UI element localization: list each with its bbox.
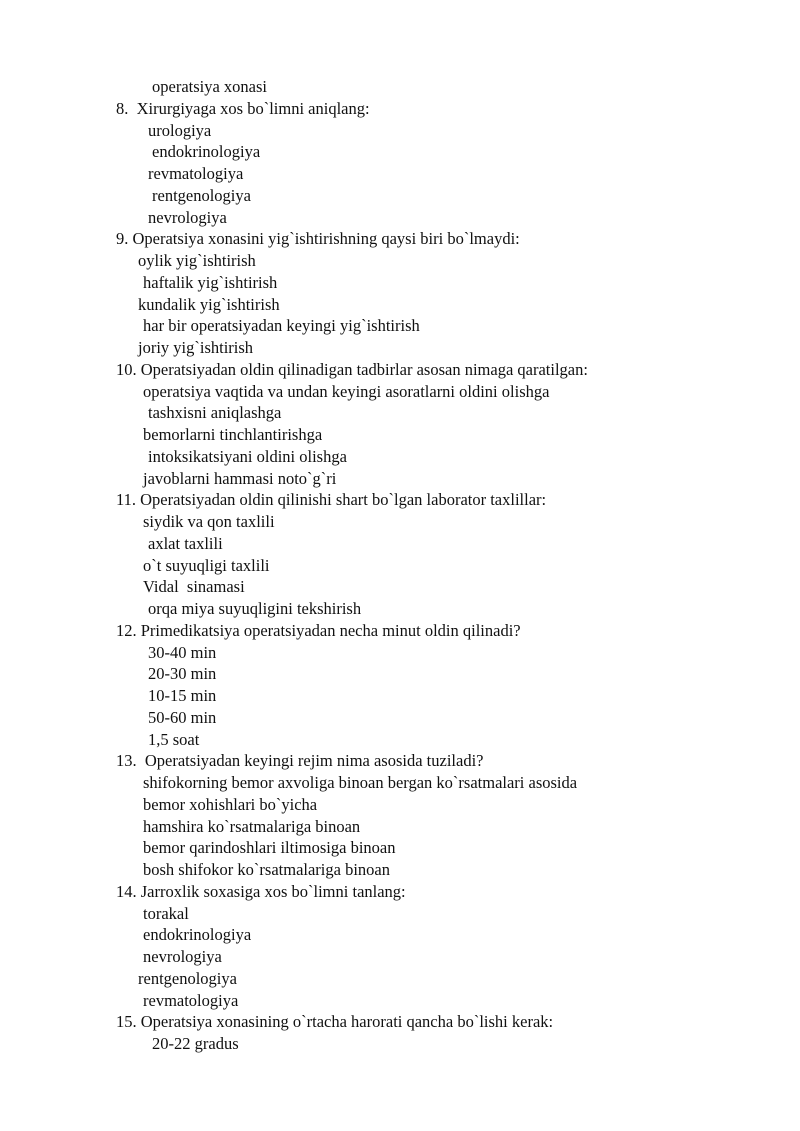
document-page bbox=[0, 76, 800, 1055]
option-text: revmatologiya bbox=[148, 164, 244, 183]
option-text: rentgenologiya bbox=[138, 968, 237, 988]
option-text: 20-30 min bbox=[148, 664, 217, 684]
option-text: 30-40 min bbox=[148, 642, 217, 662]
option-text: orqa miya suyuqligini tekshirish bbox=[148, 599, 362, 618]
option-text: joriy yig`ishtirish bbox=[138, 338, 254, 357]
question-title: 13. Operatsiyadan keyingi rejim nima asosida tuziladi? bbox=[116, 751, 484, 771]
question-title: 15. Operatsiya xonasining o`rtacha harorati qancha bo`lishi kerak: bbox=[116, 1012, 554, 1032]
option-text: hamshira ko`rsatmalariga binoan bbox=[143, 816, 361, 836]
option-text: nevrologiya bbox=[148, 207, 227, 227]
option-text: bemor xohishlari bo`yicha bbox=[143, 794, 318, 814]
option-text: haftalik yig`ishtirish bbox=[143, 272, 278, 292]
option-text: 1,5 soat bbox=[148, 729, 200, 749]
question-title: 11. Operatsiyadan oldin qilinishi shart bo`lgan laborator taxlillar: bbox=[116, 490, 547, 510]
option-text: javoblarni hammasi noto`g`ri bbox=[143, 468, 337, 488]
option-text: bemor qarindoshlari iltimosiga binoan bbox=[143, 838, 396, 858]
question-title: 9. Operatsiya xonasini yig`ishtirishning qaysi biri bo`lmaydi: bbox=[116, 229, 520, 249]
option-text: operatsiya vaqtida va undan keyingi asoratlarni oldini olishga bbox=[143, 381, 550, 401]
option-text: operatsiya xonasi bbox=[152, 77, 268, 96]
option-text: tashxisni aniqlashga bbox=[148, 403, 282, 423]
option-text: endokrinologiya bbox=[143, 925, 252, 945]
option-text: har bir operatsiyadan keyingi yig`ishtirish bbox=[143, 316, 420, 336]
question-title: 12. Primedikatsiya operatsiyadan necha minut oldin qilinadi? bbox=[116, 620, 521, 640]
option-text: 20-22 gradus bbox=[152, 1034, 239, 1053]
option-text: 50-60 min bbox=[148, 707, 217, 727]
option-text: urologiya bbox=[148, 120, 212, 140]
option-text: oylik yig`ishtirish bbox=[138, 251, 256, 270]
option-text: siydik va qon taxlili bbox=[143, 512, 275, 531]
option-text: endokrinologiya bbox=[152, 142, 261, 162]
option-text: torakal bbox=[143, 903, 189, 923]
option-text: 10-15 min bbox=[148, 686, 217, 705]
option-text: rentgenologiya bbox=[152, 185, 251, 205]
question-title: 8. Xirurgiyaga xos bo`limni aniqlang: bbox=[116, 98, 370, 118]
option-text: shifokorning bemor axvoliga binoan bergan ko`rsatmalari asosida bbox=[143, 773, 578, 792]
question-title: 14. Jarroxlik soxasiga xos bo`limni tanlang: bbox=[116, 881, 406, 901]
option-text: nevrologiya bbox=[143, 947, 222, 966]
option-text: Vidal sinamasi bbox=[143, 577, 245, 597]
option-text: revmatologiya bbox=[143, 990, 239, 1010]
option-text: intoksikatsiyani oldini olishga bbox=[148, 446, 347, 466]
option-text: bemorlarni tinchlantirishga bbox=[143, 425, 323, 444]
option-text: kundalik yig`ishtirish bbox=[138, 294, 280, 314]
question-title: 10. Operatsiyadan oldin qilinadigan tadbirlar asosan nimaga qaratilgan: bbox=[116, 359, 588, 379]
option-text: o`t suyuqligi taxlili bbox=[143, 555, 270, 575]
option-text: axlat taxlili bbox=[148, 533, 223, 553]
option-text: bosh shifokor ko`rsatmalariga binoan bbox=[143, 860, 390, 879]
